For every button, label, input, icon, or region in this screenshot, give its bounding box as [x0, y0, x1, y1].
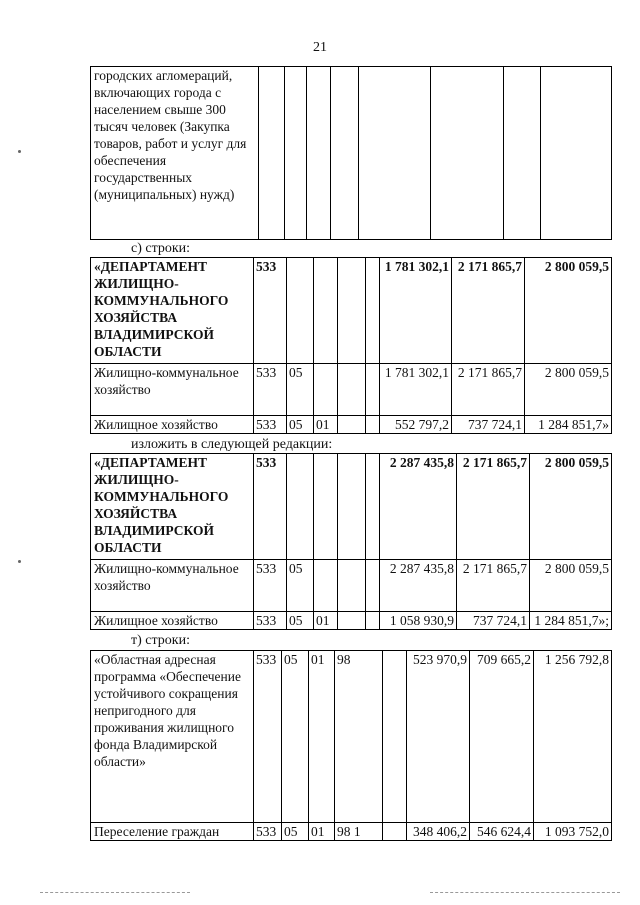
- scan-mark: [18, 560, 21, 563]
- table-old-department: [90, 257, 612, 434]
- code-ministry: [259, 67, 285, 240]
- code-target: [338, 612, 366, 630]
- value-year-2: [504, 67, 541, 240]
- value-year-2: 2 171 865,7: [457, 454, 530, 560]
- code-ministry: 533: [254, 364, 287, 416]
- code-target: [331, 67, 359, 240]
- value-year-1: 523 970,9: [407, 651, 470, 823]
- code-subsection: [314, 258, 338, 364]
- table-row: [91, 823, 612, 841]
- value-year-3: 2 800 059,5: [530, 560, 612, 612]
- code-section: 05: [287, 416, 314, 434]
- code-expense-type: [366, 364, 380, 416]
- code-subsection: 01: [309, 651, 335, 823]
- code-expense-type: [383, 823, 407, 841]
- row-name: городских агломераций, включающих города с населением свыше 300 тысяч человек (Закупка товаров, работ и услуг для обеспечения государственных (муниципальных) нужд): [91, 67, 259, 240]
- code-section: 05: [287, 560, 314, 612]
- value-year-1: 552 797,2: [380, 416, 452, 434]
- value-year-1: 1 781 302,1: [380, 258, 452, 364]
- code-subsection: [307, 67, 331, 240]
- code-target: [338, 364, 366, 416]
- code-expense-type: [366, 454, 380, 560]
- code-target: [338, 560, 366, 612]
- table-row: [91, 258, 612, 364]
- code-expense-type: [366, 560, 380, 612]
- caption-t-rows: т) строки:: [131, 633, 190, 648]
- code-ministry: 533: [254, 823, 282, 841]
- row-name: Жилищно-коммунальное хозяйство: [91, 560, 254, 612]
- value-year-2: 709 665,2: [470, 651, 534, 823]
- row-name: «Областная адресная программа «Обеспечение устойчивого сокращения непригодного для проживания жилищного фонда Владимирской области»: [91, 651, 254, 823]
- code-subsection: 01: [314, 612, 338, 630]
- table-row: [91, 67, 612, 240]
- code-section: 05: [287, 612, 314, 630]
- code-subsection: [314, 454, 338, 560]
- code-target: [338, 454, 366, 560]
- code-expense-type: [366, 612, 380, 630]
- value-year-3: 2 800 059,5: [530, 454, 612, 560]
- table-row: [91, 364, 612, 416]
- code-target: [338, 258, 366, 364]
- value-year-1: 2 287 435,8: [380, 560, 457, 612]
- code-ministry: 533: [254, 454, 287, 560]
- table-resettlement-program: [90, 650, 612, 841]
- value-year-2: 2 171 865,7: [452, 258, 525, 364]
- value-year-3: 1 256 792,8: [534, 651, 612, 823]
- value-year-2: 737 724,1: [452, 416, 525, 434]
- table-row: [91, 416, 612, 434]
- code-subsection: 01: [314, 416, 338, 434]
- table-row: [91, 651, 612, 823]
- code-subsection: [314, 364, 338, 416]
- code-section: [287, 258, 314, 364]
- value-year-1: 348 406,2: [407, 823, 470, 841]
- value-year-1: 1 781 302,1: [380, 364, 452, 416]
- value-year-2: 737 724,1: [457, 612, 530, 630]
- code-target: [338, 416, 366, 434]
- row-name: Жилищное хозяйство: [91, 416, 254, 434]
- code-target: 98 1: [335, 823, 383, 841]
- table-row: [91, 612, 612, 630]
- scan-edge-line: [430, 892, 620, 893]
- code-section: [287, 454, 314, 560]
- table-new-department: [90, 453, 612, 630]
- code-ministry: 533: [254, 612, 287, 630]
- scan-edge-line: [40, 892, 190, 893]
- code-expense-type: [383, 651, 407, 823]
- row-name: «ДЕПАРТАМЕНТ ЖИЛИЩНО-КОММУНАЛЬНОГО ХОЗЯЙСТВА ВЛАДИМИРСКОЙ ОБЛАСТИ: [91, 454, 254, 560]
- caption-replace: изложить в следующей редакции:: [131, 437, 333, 452]
- value-year-1: 2 287 435,8: [380, 454, 457, 560]
- code-section: 05: [287, 364, 314, 416]
- code-expense-type: [366, 416, 380, 434]
- row-name: «ДЕПАРТАМЕНТ ЖИЛИЩНО-КОММУНАЛЬНОГО ХОЗЯЙСТВА ВЛАДИМИРСКОЙ ОБЛАСТИ: [91, 258, 254, 364]
- code-subsection: [314, 560, 338, 612]
- code-ministry: 533: [254, 560, 287, 612]
- code-expense-type: [359, 67, 431, 240]
- code-section: 05: [282, 651, 309, 823]
- code-ministry: 533: [254, 651, 282, 823]
- code-subsection: 01: [309, 823, 335, 841]
- code-section: [285, 67, 307, 240]
- value-year-2: 546 624,4: [470, 823, 534, 841]
- value-year-1: 1 058 930,9: [380, 612, 457, 630]
- page-number: 21: [313, 40, 327, 55]
- value-year-3: 1 284 851,7»: [525, 416, 612, 434]
- value-year-3: 1 284 851,7»;: [530, 612, 612, 630]
- row-name: Жилищное хозяйство: [91, 612, 254, 630]
- value-year-3: 2 800 059,5: [525, 258, 612, 364]
- value-year-2: 2 171 865,7: [457, 560, 530, 612]
- caption-s-rows: с) строки:: [131, 241, 191, 256]
- code-expense-type: [366, 258, 380, 364]
- value-year-3: 2 800 059,5: [525, 364, 612, 416]
- code-target: 98: [335, 651, 383, 823]
- code-ministry: 533: [254, 416, 287, 434]
- row-name: Жилищно-коммунальное хозяйство: [91, 364, 254, 416]
- value-year-3: 1 093 752,0: [534, 823, 612, 841]
- value-year-2: 2 171 865,7: [452, 364, 525, 416]
- code-section: 05: [282, 823, 309, 841]
- table-continuation: [90, 66, 612, 240]
- value-year-1: [431, 67, 504, 240]
- row-name: Переселение граждан: [91, 823, 254, 841]
- table-row: [91, 454, 612, 560]
- table-row: [91, 560, 612, 612]
- code-ministry: 533: [254, 258, 287, 364]
- value-year-3: [541, 67, 612, 240]
- scan-mark: [18, 150, 21, 153]
